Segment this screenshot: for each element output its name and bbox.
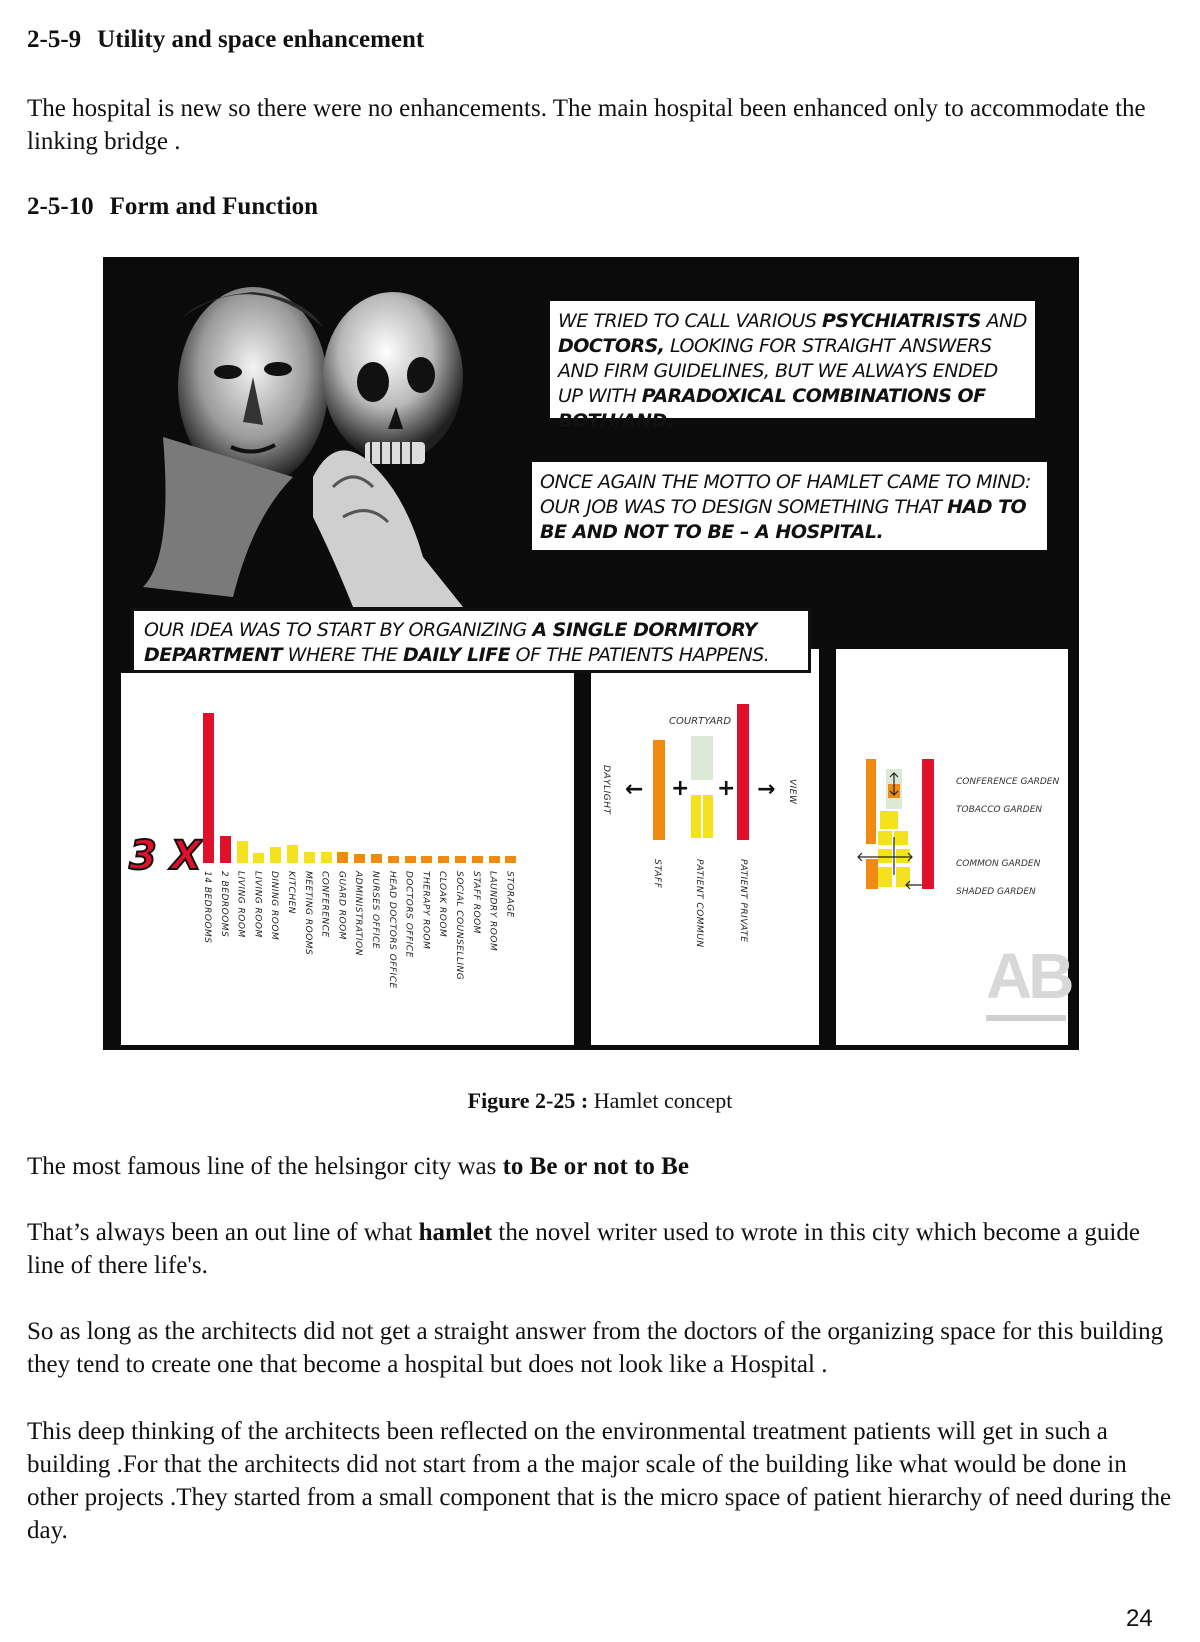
room-bar	[472, 856, 483, 863]
room-bar	[203, 713, 214, 863]
room-bar	[304, 852, 315, 863]
paragraph-text: The most famous line of the helsingor city was	[27, 1153, 503, 1180]
paragraph-enhancement: The hospital is new so there were no enhancements. The main hospital been enhanced only to accommodate the linking bridge .	[27, 95, 1146, 155]
section-title: Utility and space enhancement	[97, 26, 425, 53]
room-label: ADMINISTRATION	[353, 871, 364, 956]
patient-commun-label: PATIENT COMMUN	[694, 859, 704, 948]
section-title: Form and Function	[109, 193, 319, 220]
room-label: LAUNDRY ROOM	[487, 871, 498, 952]
staff-label: STAFF	[652, 859, 662, 889]
shaded-garden-label: SHADED GARDEN	[956, 887, 1036, 897]
room-label: MEETING ROOMS	[302, 871, 313, 956]
room-label: CONFERENCE	[319, 871, 330, 938]
paragraph-famous-line	[27, 1150, 1177, 1183]
left-arrow-icon: ←	[625, 777, 644, 802]
figure-caption-text: Hamlet concept	[588, 1088, 733, 1113]
section-number: 2-5-10	[27, 193, 94, 220]
caption-emphasis: DOCTORS,	[558, 335, 665, 357]
paragraph-text: That’s always been an out line of what	[27, 1219, 419, 1246]
page-number: 24	[1126, 1605, 1153, 1632]
room-bar	[270, 847, 281, 863]
garden-diagram-panel	[836, 649, 1071, 1045]
logo-underline	[986, 1015, 1066, 1021]
patient-commun-block	[703, 795, 713, 838]
room-bar	[253, 853, 264, 863]
hamlet-concept-figure	[103, 257, 1079, 1050]
caption-text: OUR IDEA WAS TO START BY ORGANIZING	[144, 619, 533, 641]
room-bar	[388, 856, 399, 863]
garden-arrangement-diagram	[856, 749, 956, 899]
room-hierarchy-panel	[121, 673, 574, 1045]
room-bar	[237, 841, 248, 863]
room-bar	[455, 856, 466, 863]
section-heading-utility	[27, 26, 424, 54]
room-label: NURSES OFFICE	[370, 871, 380, 950]
caption-text: AND	[980, 310, 1027, 332]
caption-text: WE TRIED TO CALL VARIOUS	[558, 310, 822, 332]
room-label: CLOAK ROOM	[437, 871, 448, 938]
conference-garden-label: CONFERENCE GARDEN	[956, 777, 1060, 787]
caption-text: WHERE THE	[282, 644, 403, 666]
room-label: THERAPY ROOM	[420, 871, 431, 950]
caption-box-hamlet-motto	[532, 462, 1047, 550]
room-label: KITCHEN	[286, 871, 296, 915]
hamlet-skull-illustration	[103, 257, 543, 607]
caption-emphasis: PSYCHIATRISTS	[821, 310, 981, 332]
figure-label: Figure 2-25 :	[467, 1088, 589, 1113]
daylight-label: DAYLIGHT	[601, 765, 611, 815]
figure-caption	[0, 1088, 1200, 1114]
caption-text: OF THE PATIENTS HAPPENS.	[510, 644, 770, 666]
patient-private-label: PATIENT PRIVATE	[738, 859, 748, 943]
caption-box-dormitory	[131, 608, 811, 673]
caption-box-psychiatrists	[550, 301, 1035, 432]
caption-text: LOOKING FOR STRAIGHT ANSWERS AND FIRM GUIDELINES, BUT WE ALWAYS ENDED UP WITH	[558, 335, 998, 407]
room-bar	[438, 856, 449, 863]
paragraph-architects-answer: So as long as the architects did not get a straight answer from the doctors of the organizing space for this building they tend to create one that become a hospital but does not look like a Hospital .	[27, 1318, 1164, 1378]
room-label: HEAD DOCTORS OFFICE	[386, 871, 397, 989]
architect-logo: AB	[986, 940, 1071, 1012]
paragraph-bold: to Be or not to Be	[502, 1153, 689, 1180]
courtyard-label: COURTYARD	[669, 716, 732, 727]
section-heading-form-function	[27, 193, 318, 221]
view-label: VIEW	[787, 779, 797, 805]
room-bar	[220, 836, 231, 863]
patient-commun-block	[691, 795, 701, 838]
multiplier-label: 3 X	[129, 833, 202, 879]
room-label: LIVING ROOM	[235, 871, 246, 938]
room-bar	[405, 856, 416, 863]
plus-icon: +	[717, 776, 736, 801]
room-label: DOCTORS OFFICE	[403, 871, 414, 958]
room-bar	[421, 856, 432, 863]
room-bar	[371, 854, 382, 863]
staff-bar	[653, 740, 665, 840]
courtyard-diagram-panel	[591, 649, 819, 1045]
room-label: STORAGE	[504, 871, 515, 918]
room-label: LIVING ROOM	[252, 871, 263, 938]
room-label: DINING ROOM	[269, 871, 280, 941]
room-bar	[489, 856, 500, 863]
caption-emphasis: A SINGLE DORMITORY DEPARTMENT	[144, 619, 757, 666]
caption-text: ONCE AGAIN THE MOTTO OF HAMLET CAME TO MIND: OUR JOB WAS TO DESIGN SOMETHING THAT	[540, 471, 1031, 518]
room-bar	[321, 852, 332, 863]
paragraph-hamlet	[27, 1216, 1177, 1282]
room-bar	[354, 854, 365, 863]
courtyard-block	[691, 736, 713, 780]
room-label: STAFF ROOM	[470, 871, 481, 934]
right-arrow-icon: →	[757, 777, 776, 802]
room-bar	[505, 856, 516, 863]
common-garden-label: COMMON GARDEN	[956, 859, 1041, 869]
paragraph-text: the novel writer used to wrote in this city which become a guide line of there life's.	[27, 1219, 1140, 1279]
room-label: SOCIAL COUNSELLING	[454, 871, 464, 981]
room-label: 14 BEDROOMS	[202, 871, 212, 944]
paragraph-bold: hamlet	[418, 1219, 493, 1246]
caption-emphasis: DAILY LIFE	[402, 644, 511, 666]
patient-private-bar	[737, 704, 749, 840]
room-label: GUARD ROOM	[336, 871, 347, 940]
room-bar	[287, 845, 298, 863]
caption-emphasis: HAD TO BE AND NOT TO BE – A HOSPITAL.	[540, 496, 1027, 543]
caption-emphasis: PARADOXICAL COMBINATIONS OF BOTH/AND.	[558, 385, 986, 432]
plus-icon: +	[671, 776, 690, 801]
tobacco-garden-label: TOBACCO GARDEN	[956, 805, 1043, 815]
room-bar	[337, 852, 348, 863]
section-number: 2-5-9	[27, 26, 82, 53]
room-label: 2 BEDROOMS	[218, 871, 229, 938]
paragraph-deep-thinking: This deep thinking of the architects been reflected on the environmental treatment patients will get in such a building .For that the architects did not start from a the major scale of the building like what would be done in other projects .They started from a small component that is the micro space of patient hierarchy of need during the day.	[27, 1418, 1172, 1544]
